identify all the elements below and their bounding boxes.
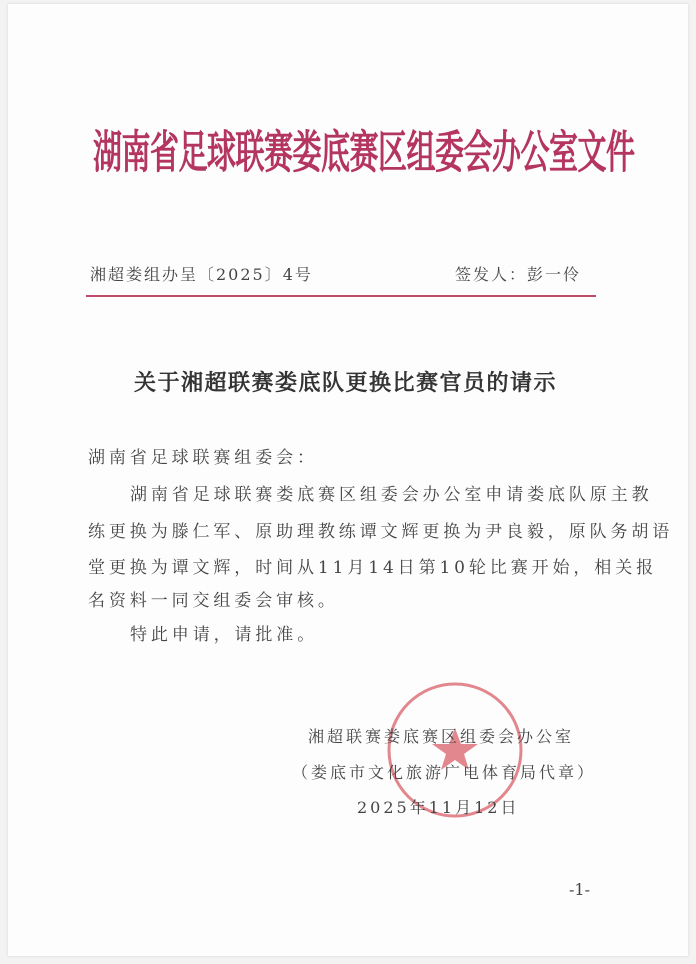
document-subject: 关于湘超联赛娄底队更换比赛官员的请示 [134,370,558,396]
document-header-title: 湖南省足球联赛娄底赛区组委会办公室文件 [93,125,635,179]
body-line: 湖南省足球联赛娄底赛区组委会办公室申请娄底队原主教 [130,485,653,505]
signature-org: 湘超联赛娄底赛区组委会办公室 [308,727,575,746]
header-divider [86,295,596,297]
salutation: 湖南省足球联赛组委会： [88,448,318,468]
issuer: 签发人：彭一伶 [455,265,582,284]
closing: 特此申请，请批准。 [130,625,319,645]
document-number: 湘超娄组办呈〔2025〕4号 [90,265,313,284]
body-line: 练更换为滕仁军、原助理教练谭文辉更换为尹良毅，原队务胡语 [88,522,674,542]
signature-seal-note: （娄底市文化旅游广电体育局代章） [292,763,597,782]
page-number: -1- [569,880,590,899]
body-line: 名资料一同交组委会审核。 [88,591,339,611]
signature-date: 2025年11月12日 [357,798,520,817]
body-line: 堂更换为谭文辉，时间从11月14日第10轮比赛开始，相关报 [88,558,657,578]
